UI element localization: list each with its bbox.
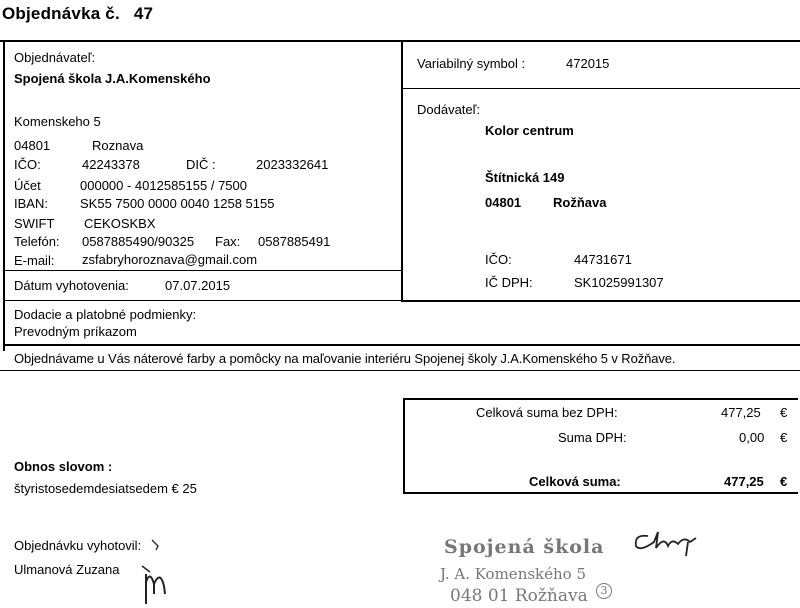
in-words-label: Obnos slovom : <box>14 459 113 474</box>
customer-dic-label: DIČ : <box>186 157 216 172</box>
prepared-by-label: Objednávku vyhotovil: <box>14 538 142 553</box>
stamp-line-1: Spojená škola <box>444 536 605 558</box>
supplier-name: Kolor centrum <box>485 123 574 138</box>
signature-mark <box>150 538 164 552</box>
currency-1: € <box>780 405 788 420</box>
supplier-bottom-border <box>401 300 800 302</box>
customer-label: Objednávateľ: <box>14 50 96 65</box>
supplier-zip: 04801 <box>485 195 522 210</box>
vs-divider <box>401 88 800 89</box>
variable-symbol-value: 472015 <box>566 56 610 71</box>
stamp-number <box>596 583 612 599</box>
customer-dic-value: 2023332641 <box>256 157 329 172</box>
left-border <box>3 40 5 351</box>
date-label: Dátum vyhotovenia: <box>14 278 129 293</box>
customer-account-label: Účet <box>14 178 41 193</box>
customer-email-label: E-mail: <box>14 253 55 268</box>
customer-ico-value: 42243378 <box>82 157 140 172</box>
stamp-line-2: J. A. Komenského 5 <box>440 565 587 583</box>
variable-symbol-label: Variabilný symbol : <box>417 56 526 71</box>
customer-iban-label: IBAN: <box>14 196 48 211</box>
currency-3: € <box>780 474 788 489</box>
supplier-label: Dodávateľ: <box>417 102 481 117</box>
customer-swift-label: SWIFT <box>14 216 55 231</box>
stamp-line-3: 048 01 Rožňava <box>450 586 588 606</box>
order-number: 47 <box>133 4 154 23</box>
customer-swift-value: CEKOSKBX <box>84 216 156 231</box>
customer-ico-label: IČO: <box>14 157 41 172</box>
signature-right <box>630 528 710 558</box>
customer-phone-label: Telefón: <box>14 234 60 249</box>
date-value: 07.07.2015 <box>165 278 231 293</box>
terms-value: Prevodným príkazom <box>14 324 137 339</box>
supplier-icdph-label: IČ DPH: <box>485 275 533 290</box>
supplier-ico-label: IČO: <box>485 252 512 267</box>
customer-name: Spojená škola J.A.Komenského <box>14 71 211 86</box>
customer-street: Komenskeho 5 <box>14 114 101 129</box>
total-value: 477,25 <box>724 474 764 489</box>
order-text-bottom-border <box>0 370 800 371</box>
customer-zip: 04801 <box>14 138 51 153</box>
page-title <box>2 4 153 24</box>
currency-2: € <box>780 430 788 445</box>
total-label: Celková suma: <box>529 474 621 489</box>
terms-label: Dodacie a platobné podmienky: <box>14 307 197 322</box>
signature-left <box>138 560 178 606</box>
customer-fax-value: 0587885491 <box>258 234 331 249</box>
vat-value: 0,00 <box>739 430 765 445</box>
customer-bottom-border <box>5 300 401 301</box>
customer-account-value: 000000 - 4012585155 / 7500 <box>80 178 247 193</box>
total-without-vat-label: Celková suma bez DPH: <box>476 405 618 420</box>
top-border <box>0 40 800 42</box>
stamp-number-text: 3 <box>600 584 608 597</box>
customer-fax-label: Fax: <box>215 234 241 249</box>
supplier-ico-value: 44731671 <box>574 252 632 267</box>
customer-email-value: zsfabryhoroznava@gmail.com <box>82 252 258 267</box>
customer-iban-value: SK55 7500 0000 0040 1258 5155 <box>80 196 275 211</box>
vat-label: Suma DPH: <box>558 430 627 445</box>
customer-city: Roznava <box>92 138 144 153</box>
supplier-city: Rožňava <box>553 195 607 210</box>
order-description: Objednávame u Vás náterové farby a pomôcky na maľovanie interiéru Spojenej školy J.A.Komenského 5 v Rožňave. <box>14 351 676 366</box>
supplier-street: Štítnická 149 <box>485 170 565 185</box>
middle-divider <box>401 40 403 302</box>
supplier-icdph-value: SK1025991307 <box>574 275 664 290</box>
terms-bottom-border <box>5 344 800 346</box>
date-divider <box>5 270 401 271</box>
in-words-value: štyristosedemdesiatsedem € 25 <box>14 481 197 496</box>
order-title: Objednávka č. <box>2 4 120 23</box>
customer-phone-value: 0587885490/90325 <box>82 234 195 249</box>
total-without-vat-value: 477,25 <box>721 405 761 420</box>
prepared-by-name: Ulmanová Zuzana <box>14 562 120 577</box>
